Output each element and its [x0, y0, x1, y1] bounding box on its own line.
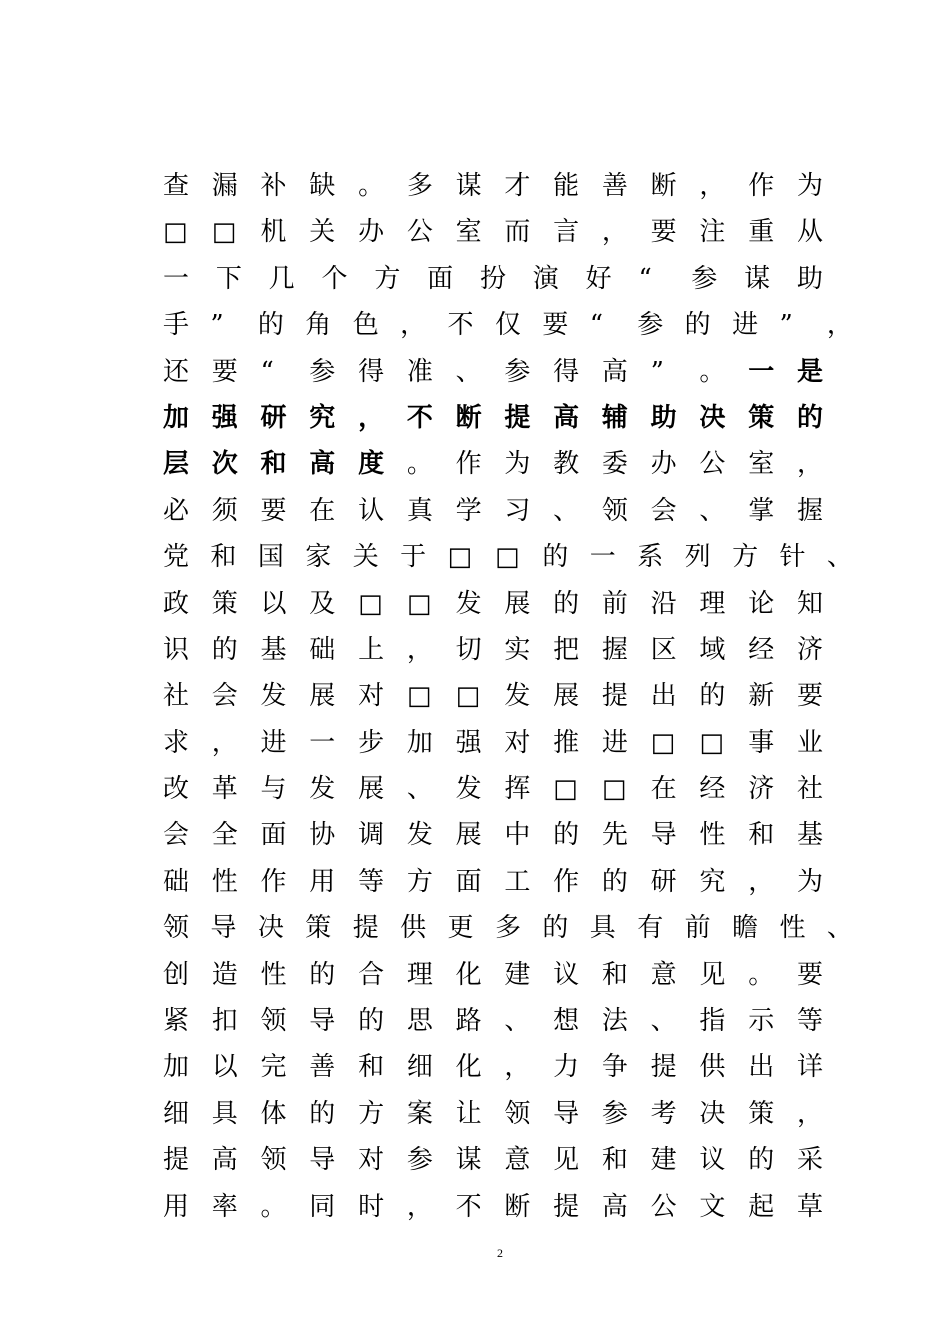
text-line: 还 要 “ 参 得 准 、 参 得 高 ” 。 一 是	[163, 356, 823, 387]
text-line: 手 ” 的 角 色 ， 不 仅 要 “ 参 的 进 ” ，	[163, 310, 853, 341]
text-line: 础 性 作 用 等 方 面 工 作 的 研 究 ， 为	[163, 866, 823, 897]
text-line: 创 造 性 的 合 理 化 建 议 和 意 见 。 要	[163, 959, 823, 990]
text-line: 层 次 和 高 度 。 作 为 教 委 办 公 室 ，	[163, 449, 823, 480]
body-text	[163, 163, 853, 1230]
text-line: 会 全 面 协 调 发 展 中 的 先 导 性 和 基	[163, 820, 823, 851]
text-line: 提 高 领 导 对 参 谋 意 见 和 建 议 的 采	[163, 1145, 823, 1176]
text-line: 党 和 国 家 关 于 □ □ 的 一 系 列 方 针 、	[163, 542, 853, 573]
text-line: 用 率 。 同 时 ， 不 断 提 高 公 文 起 草	[163, 1191, 823, 1222]
text-line: 加 以 完 善 和 细 化 ， 力 争 提 供 出 详	[163, 1052, 823, 1083]
text-line: 一 下 几 个 方 面 扮 演 好 “ 参 谋 助	[163, 263, 823, 294]
text-line: 必 须 要 在 认 真 学 习 、 领 会 、 掌 握	[163, 495, 823, 526]
text-line: 领 导 决 策 提 供 更 多 的 具 有 前 瞻 性 、	[163, 913, 853, 944]
text-line: 改 革 与 发 展 、 发 挥 □ □ 在 经 济 社	[163, 774, 823, 805]
text-line: 细 具 体 的 方 案 让 领 导 参 考 决 策 ，	[163, 1098, 823, 1129]
text-line: 查 漏 补 缺 。 多 谋 才 能 善 断 ， 作 为	[163, 171, 823, 201]
text-line: 识 的 基 础 上 ， 切 实 把 握 区 域 经 济	[163, 634, 823, 665]
text-line: □ □ 机 关 办 公 室 而 言 ， 要 注 重 从	[163, 217, 823, 248]
text-line: 加 强 研 究 ， 不 断 提 高 辅 助 决 策 的	[163, 402, 823, 433]
text-line: 社 会 发 展 对 □ □ 发 展 提 出 的 新 要	[163, 681, 823, 712]
text-line: 求 ， 进 一 步 加 强 对 推 进 □ □ 事 业	[163, 727, 823, 758]
text-line: 政 策 以 及 □ □ 发 展 的 前 沿 理 论 知	[163, 588, 823, 619]
page-number: 2	[497, 1246, 503, 1260]
text-line: 紧 扣 领 导 的 思 路 、 想 法 、 指 示 等	[163, 1006, 823, 1037]
